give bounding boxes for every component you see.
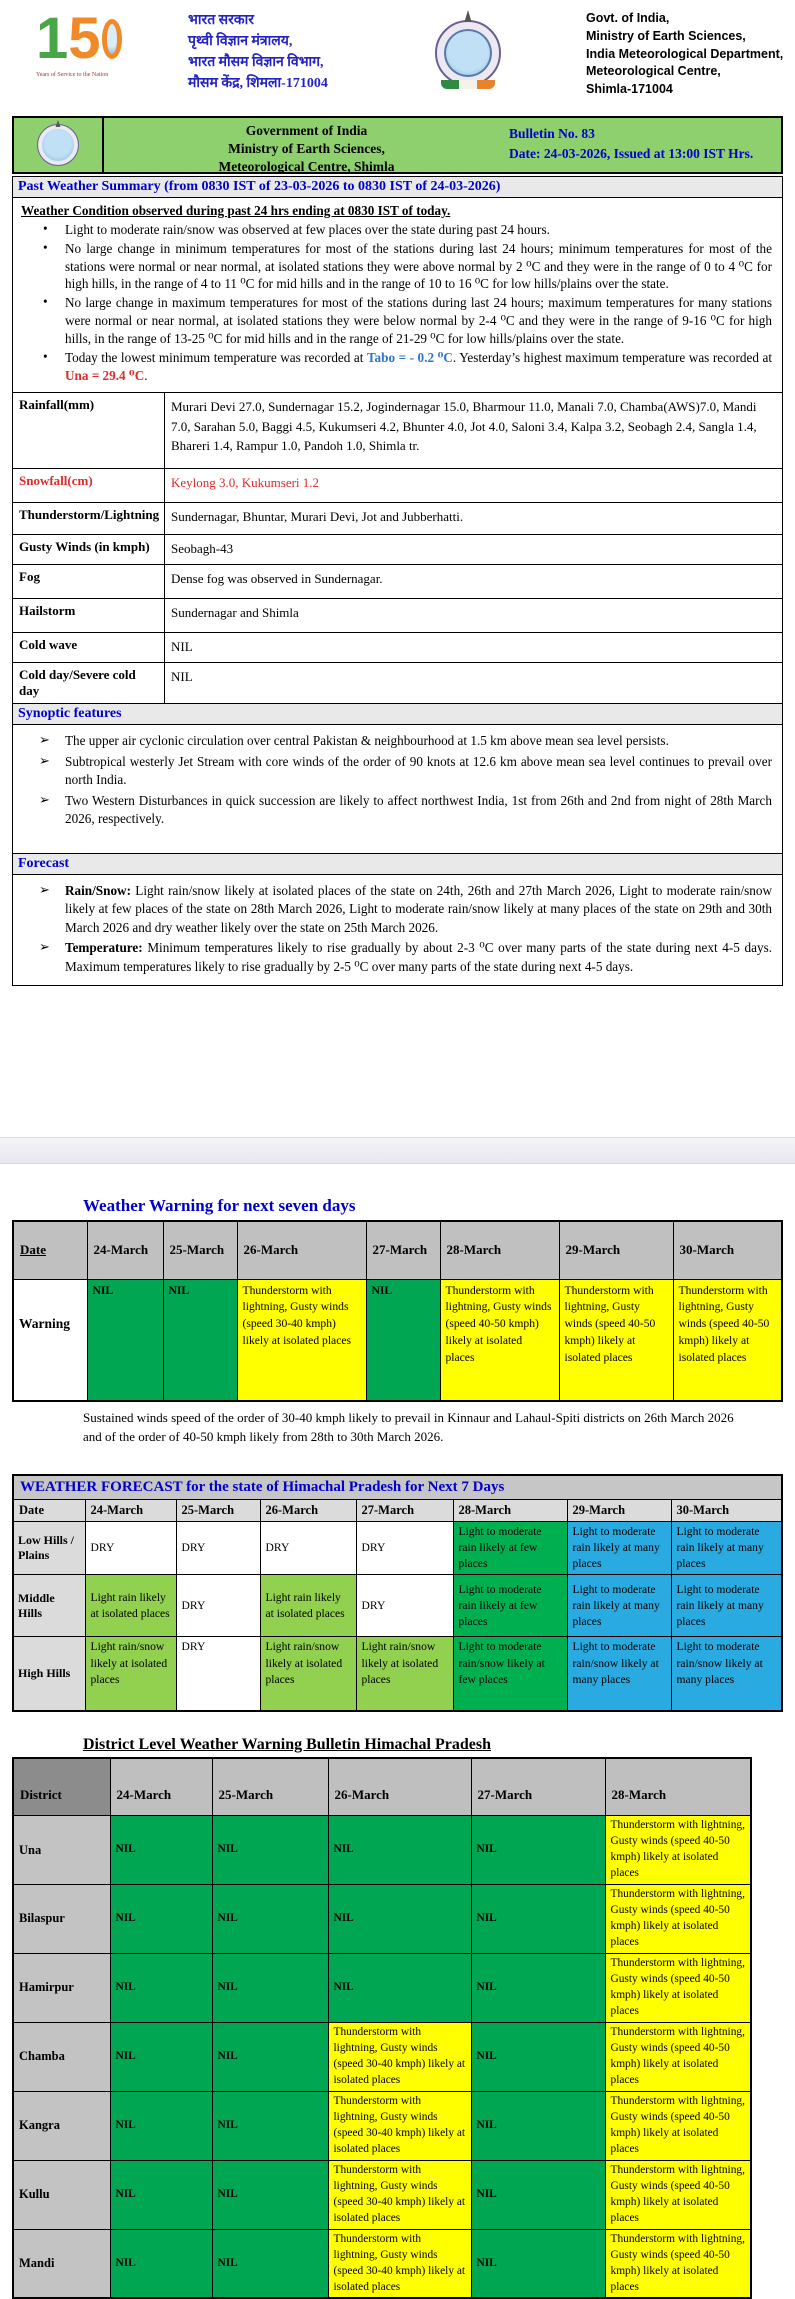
rain-snow-text: Light rain/snow likely at isolated places of the state on 24th, 26th and 27th March 2026, Light to moderate rain/snow likely at few places of the state on 28th March 2026, Light to moderate rain/snow likely at many places of the state on 29th and 30th March 2026 and dry weather likely over the state on 25th March 2026. bbox=[65, 882, 772, 935]
synoptic-features-bar: Synoptic features bbox=[12, 703, 783, 725]
rainfall-value: Murari Devi 27.0, Sundernagar 15.2, Jogindernagar 15.0, Bharmour 11.0, Manali 7.0, Chamba(AWS)7.0, Mandi 7.0, Sarahan 5.0, Baggi 4.5, Kukumseri 4.2, Bhunter 4.0, Jot 4.0, Saloni 3.4, Kalpa 3.2, Seobagh 2.4, Sangla 1.4, Bhareri 1.4, Rampur 1.0, Pandoh 1.0, Shimla tr. bbox=[165, 393, 783, 469]
district-cell: NIL bbox=[212, 2229, 328, 2298]
district-cell: Thunderstorm with lightning, Gusty winds (speed 30-40 kmph) likely at isolated places bbox=[328, 2229, 471, 2298]
forecast-cell: DRY bbox=[176, 1637, 260, 1711]
column-header-24-march: 24-March bbox=[85, 1499, 176, 1521]
district-cell: Thunderstorm with lightning, Gusty winds (speed 40-50 kmph) likely at isolated places bbox=[605, 1954, 751, 2023]
district-cell: Thunderstorm with lightning, Gusty winds (speed 30-40 kmph) likely at isolated places bbox=[328, 2091, 471, 2160]
synoptic-item: ➢ Subtropical westerly Jet Stream with core winds of the order of 90 knots at 12.6 km above mean sea level continues to prevail over north India. bbox=[39, 753, 774, 790]
forecast-cell: Light to moderate rain likely at many places bbox=[671, 1575, 782, 1637]
district-label: Chamba bbox=[13, 2022, 110, 2091]
district-row-mandi bbox=[13, 2229, 751, 2298]
arrow-bullet-icon: ➢ bbox=[39, 939, 51, 955]
district-cell: NIL bbox=[328, 1954, 471, 2023]
district-row-bilaspur bbox=[13, 1885, 751, 1954]
district-cell: NIL bbox=[110, 2022, 212, 2091]
district-cell: NIL bbox=[471, 2091, 605, 2160]
warning-cell-24-march: NIL bbox=[87, 1279, 163, 1401]
sustained-winds-note: Sustained winds speed of the order of 30-40 kmph likely to prevail in Kinnaur and Lahaul-Spiti districts on 26th March 2026 and of the order of 40-50 kmph likely from 28th to 30th March 2026. bbox=[83, 1410, 734, 1444]
english-line: Govt. of India, bbox=[586, 11, 670, 25]
column-header-28-march: 28-March bbox=[453, 1499, 567, 1521]
imd-emblem-small-icon bbox=[38, 125, 78, 165]
table-row-fog bbox=[13, 565, 783, 599]
weather-condition-heading: Weather Condition observed during past 24 hrs ending at 0830 IST of today. bbox=[21, 203, 451, 218]
snowfall-label: Snowfall(cm) bbox=[13, 469, 165, 503]
district-cell: NIL bbox=[110, 1954, 212, 2023]
column-header-27-march: 27-March bbox=[356, 1499, 453, 1521]
forecast-temperature-item bbox=[39, 939, 774, 976]
warning-table-body-row bbox=[13, 1279, 782, 1401]
temperature-label: Temperature: bbox=[65, 940, 143, 956]
district-row-kangra bbox=[13, 2091, 751, 2160]
warning-cell-25-march: NIL bbox=[163, 1279, 237, 1401]
district-cell: NIL bbox=[471, 1816, 605, 1885]
column-header-25-march: 25-March bbox=[212, 1758, 328, 1816]
forecast-cell: Light to moderate rain likely at few places bbox=[453, 1575, 567, 1637]
forecast-cell: Light to moderate rain likely at many places bbox=[567, 1575, 671, 1637]
district-cell: Thunderstorm with lightning, Gusty winds (speed 40-50 kmph) likely at isolated places bbox=[605, 1816, 751, 1885]
forecast-cell: Light to moderate rain/snow likely at many places bbox=[671, 1637, 782, 1711]
district-cell: NIL bbox=[471, 2022, 605, 2091]
warning-cell-30-march: Thunderstorm with lightning, Gusty winds (speed 40-50 kmph) likely at isolated places bbox=[673, 1279, 782, 1401]
district-warning-heading: District Level Weather Warning Bulletin Himachal Pradesh bbox=[83, 1735, 491, 1753]
cold-wave-value: NIL bbox=[165, 633, 783, 663]
district-label: Kullu bbox=[13, 2160, 110, 2229]
bulletin-number: Bulletin No. 83 bbox=[509, 126, 595, 141]
district-row-kullu bbox=[13, 2160, 751, 2229]
weather-condition-box bbox=[12, 197, 783, 393]
forecast-cell: DRY bbox=[85, 1521, 176, 1575]
warning-table-header-row bbox=[13, 1221, 782, 1279]
fog-label: Fog bbox=[13, 565, 165, 599]
table-row-snowfall bbox=[13, 469, 783, 503]
district-cell: Thunderstorm with lightning, Gusty winds (speed 40-50 kmph) likely at isolated places bbox=[605, 2160, 751, 2229]
table-row-gusty-winds bbox=[13, 535, 783, 565]
district-cell: NIL bbox=[212, 1954, 328, 2023]
district-label: Mandi bbox=[13, 2229, 110, 2298]
column-header-27-march: 27-March bbox=[471, 1758, 605, 1816]
district-cell: NIL bbox=[110, 1885, 212, 1954]
forecast-cell: Light rain likely at isolated places bbox=[85, 1575, 176, 1637]
date-header: Date bbox=[13, 1221, 87, 1279]
column-header-27-march: 27-March bbox=[366, 1221, 440, 1279]
forecast-bar: Forecast bbox=[12, 853, 783, 875]
district-label: Bilaspur bbox=[13, 1885, 110, 1954]
synoptic-item: ➢ The upper air cyclonic circulation over central Pakistan & neighbourhood at 1.5 km above mean sea level persists. bbox=[39, 732, 774, 750]
hindi-address-block bbox=[188, 10, 376, 94]
past-weather-summary-bar: Past Weather Summary (from 0830 IST of 23-03-2026 to 0830 IST of 24-03-2026) bbox=[12, 176, 783, 198]
emblem-globe-icon bbox=[437, 22, 499, 84]
column-header-26-march: 26-March bbox=[260, 1499, 356, 1521]
weather-warning-heading: Weather Warning for next seven days bbox=[83, 1196, 356, 1215]
forecast-table-title-row bbox=[13, 1475, 782, 1500]
warning-cell-29-march: Thunderstorm with lightning, Gusty winds (speed 40-50 kmph) likely at isolated places bbox=[559, 1279, 673, 1401]
district-cell: NIL bbox=[471, 1954, 605, 2023]
district-table-header-row bbox=[13, 1758, 751, 1816]
forecast-row-low-hills bbox=[13, 1521, 782, 1575]
cold-day-value: NIL bbox=[165, 663, 783, 704]
rainfall-label: Rainfall(mm) bbox=[13, 393, 165, 469]
bullet-icon: • bbox=[43, 239, 48, 255]
bulletin-number-block bbox=[509, 118, 781, 172]
english-line: India Meteorological Department, bbox=[586, 46, 784, 61]
forecast-table-title: WEATHER FORECAST for the state of Himachal Pradesh for Next 7 Days bbox=[13, 1475, 782, 1500]
warning-cell-28-march: Thunderstorm with lightning, Gusty winds (speed 40-50 kmph) likely at isolated places bbox=[440, 1279, 559, 1401]
district-cell: Thunderstorm with lightning, Gusty winds (speed 30-40 kmph) likely at isolated places bbox=[328, 2160, 471, 2229]
district-cell: NIL bbox=[110, 2091, 212, 2160]
forecast-cell: Light rain/snow likely at isolated places bbox=[85, 1637, 176, 1711]
column-header-30-march: 30-March bbox=[673, 1221, 782, 1279]
letterhead bbox=[0, 0, 795, 104]
hindi-line: भारत सरकार bbox=[188, 13, 254, 28]
hindi-line: मौसम केंद्र, शिमला-171004 bbox=[188, 76, 328, 91]
bulletin-page-2 bbox=[0, 1168, 795, 2299]
column-header-26-march: 26-March bbox=[237, 1221, 366, 1279]
column-header-29-march: 29-March bbox=[559, 1221, 673, 1279]
page-separator bbox=[0, 1137, 795, 1164]
english-address-block bbox=[586, 10, 783, 99]
district-cell: NIL bbox=[110, 2229, 212, 2298]
emblem-ribbon-icon bbox=[441, 80, 495, 89]
table-row-hailstorm bbox=[13, 599, 783, 633]
table-row-thunderstorm bbox=[13, 503, 783, 535]
warning-row-label: Warning bbox=[13, 1279, 87, 1401]
column-header-28-march: 28-March bbox=[605, 1758, 751, 1816]
column-header-26-march: 26-March bbox=[328, 1758, 471, 1816]
district-cell: NIL bbox=[110, 2160, 212, 2229]
gusty-winds-label: Gusty Winds (in kmph) bbox=[13, 535, 165, 565]
cold-wave-label: Cold wave bbox=[13, 633, 165, 663]
forecast-table-header-row bbox=[13, 1499, 782, 1521]
thunderstorm-value: Sundernagar, Bhuntar, Murari Devi, Jot and Jubberhatti. bbox=[165, 503, 783, 535]
arrow-bullet-icon: ➢ bbox=[39, 752, 51, 768]
temperature-text: Minimum temperatures likely to rise gradually by about 2-3 ⁰C over many parts of the state during next 4-5 days. Maximum temperatures likely to rise gradually by 2-5 ⁰C over many parts of the state during next 4-5 days. bbox=[65, 940, 772, 974]
row-label-low-hills: Low Hills / Plains bbox=[13, 1521, 85, 1575]
warning-cell-26-march: Thunderstorm with lightning, Gusty winds (speed 30-40 kmph) likely at isolated places bbox=[237, 1279, 366, 1401]
warning-cell-27-march: NIL bbox=[366, 1279, 440, 1401]
logo-150-caption: Years of Service to the Nation bbox=[36, 72, 109, 78]
district-cell: NIL bbox=[212, 2160, 328, 2229]
bullet-icon: • bbox=[43, 348, 48, 364]
table-row-rainfall bbox=[13, 393, 783, 469]
district-label: Hamirpur bbox=[13, 1954, 110, 2023]
column-header-28-march: 28-March bbox=[440, 1221, 559, 1279]
condition-bullet-extremes: • Today the lowest minimum temperature was recorded at Tabo = - 0.2 ⁰C. Yesterday’s highest maximum temperature was recorded at Una = 29.4 ⁰C. bbox=[43, 348, 773, 383]
district-label: Una bbox=[13, 1816, 110, 1885]
district-cell: NIL bbox=[471, 2229, 605, 2298]
arrow-bullet-icon: ➢ bbox=[39, 791, 51, 807]
arrow-bullet-icon: ➢ bbox=[39, 881, 51, 897]
imd-150-years-logo-icon: 1 5 Years of Service to the Nation bbox=[36, 10, 122, 78]
bulletin-banner bbox=[12, 116, 783, 174]
banner-organisation: Government of India Ministry of Earth Sciences, Meteorological Centre, Shimla bbox=[218, 123, 395, 175]
column-header-25-march: 25-March bbox=[176, 1499, 260, 1521]
hailstorm-value: Sundernagar and Shimla bbox=[165, 599, 783, 633]
district-warning-table bbox=[12, 1757, 752, 2299]
district-cell: NIL bbox=[212, 2022, 328, 2091]
forecast-cell: Light to moderate rain likely at few places bbox=[453, 1521, 567, 1575]
forecast-cell: Light rain likely at isolated places bbox=[260, 1575, 356, 1637]
weather-forecast-table bbox=[12, 1474, 783, 1712]
forecast-row-high-hills bbox=[13, 1637, 782, 1711]
district-cell: Thunderstorm with lightning, Gusty winds (speed 40-50 kmph) likely at isolated places bbox=[605, 2022, 751, 2091]
english-line: Meteorological Centre, bbox=[586, 64, 721, 79]
english-line: Ministry of Earth Sciences, bbox=[586, 28, 746, 43]
forecast-cell: Light to moderate rain/snow likely at many places bbox=[567, 1637, 671, 1711]
condition-bullet: • No large change in maximum temperatures for most of the stations during last 24 hours; maximum temperatures for many stations were normal or near normal, at isolated stations they were below normal by 2-4 ⁰C and they were in the range of 9-16 ⁰C for high hills, in the range of 13-25 ⁰C for mid hills and in the range of 21-29 ⁰C for low hills/plains over the state. bbox=[43, 294, 772, 346]
forecast-cell: DRY bbox=[176, 1521, 260, 1575]
district-row-una bbox=[13, 1816, 751, 1885]
district-cell: NIL bbox=[212, 1885, 328, 1954]
column-header-25-march: 25-March bbox=[163, 1221, 237, 1279]
forecast-cell: DRY bbox=[356, 1521, 453, 1575]
forecast-cell: DRY bbox=[356, 1575, 453, 1637]
globe-icon bbox=[102, 19, 122, 59]
district-cell: NIL bbox=[110, 1816, 212, 1885]
forecast-box bbox=[12, 874, 783, 986]
district-cell: NIL bbox=[471, 1885, 605, 1954]
district-cell: Thunderstorm with lightning, Gusty winds (speed 40-50 kmph) likely at isolated places bbox=[605, 2091, 751, 2160]
condition-bullet: • Light to moderate rain/snow was observed at few places over the state during past 24 hours. bbox=[43, 221, 550, 237]
weather-warning-table bbox=[12, 1220, 783, 1402]
district-header: District bbox=[13, 1758, 110, 1816]
forecast-cell: Light to moderate rain likely at many places bbox=[567, 1521, 671, 1575]
forecast-cell: Light to moderate rain/snow likely at few places bbox=[453, 1637, 567, 1711]
bullet-icon: • bbox=[43, 294, 48, 310]
forecast-cell: DRY bbox=[176, 1575, 260, 1637]
english-line: Shimla-171004 bbox=[586, 82, 673, 96]
district-cell: NIL bbox=[471, 2160, 605, 2229]
synoptic-features-box bbox=[12, 724, 783, 853]
synoptic-item: ➢ Two Western Disturbances in quick succession are likely to affect northwest India, 1st from 26th and 2nd from night of 28th March 2026, respectively. bbox=[39, 792, 774, 829]
forecast-cell: DRY bbox=[260, 1521, 356, 1575]
table-row-cold-day bbox=[13, 663, 783, 704]
district-label: Kangra bbox=[13, 2091, 110, 2160]
district-cell: NIL bbox=[328, 1885, 471, 1954]
district-cell: Thunderstorm with lightning, Gusty winds (speed 30-40 kmph) likely at isolated places bbox=[328, 2022, 471, 2091]
condition-bullet: • No large change in minimum temperatures for most of the stations during last 24 hours; minimum temperatures for most of the stations were normal or near normal, at isolated stations they were above normal by 2 ⁰C and they were in the range of 0 to 4 ⁰C for high hills, in the range of 4 to 11 ⁰C for mid hills and in the range of 10 to 16 ⁰C for low hills/plains over the state. bbox=[43, 239, 772, 292]
forecast-row-middle-hills bbox=[13, 1575, 782, 1637]
bulletin-date: Date: 24-03-2026, Issued at 13:00 IST Hrs. bbox=[509, 146, 754, 162]
district-row-chamba bbox=[13, 2022, 751, 2091]
district-cell: Thunderstorm with lightning, Gusty winds (speed 40-50 kmph) likely at isolated places bbox=[605, 1885, 751, 1954]
thunderstorm-label: Thunderstorm/Lightning bbox=[13, 503, 165, 535]
highest-max-temp-value: Una = 29.4 ⁰C bbox=[65, 367, 145, 383]
forecast-rain-item bbox=[39, 882, 774, 937]
district-cell: Thunderstorm with lightning, Gusty winds (speed 40-50 kmph) likely at isolated places bbox=[605, 2229, 751, 2298]
district-cell: NIL bbox=[328, 1816, 471, 1885]
column-header-24-march: 24-March bbox=[87, 1221, 163, 1279]
ashoka-crest-icon bbox=[462, 10, 474, 22]
row-label-high-hills: High Hills bbox=[13, 1637, 85, 1711]
rain-snow-label: Rain/Snow: bbox=[65, 882, 131, 898]
column-header-29-march: 29-March bbox=[567, 1499, 671, 1521]
column-header-24-march: 24-March bbox=[110, 1758, 212, 1816]
gusty-winds-value: Seobagh-43 bbox=[165, 535, 783, 565]
date-header: Date bbox=[13, 1499, 85, 1521]
fog-value: Dense fog was observed in Sundernagar. bbox=[165, 565, 783, 599]
forecast-cell: Light rain/snow likely at isolated places bbox=[356, 1637, 453, 1711]
arrow-bullet-icon: ➢ bbox=[39, 732, 51, 748]
table-row-cold-wave bbox=[13, 633, 783, 663]
forecast-cell: Light rain/snow likely at isolated places bbox=[260, 1637, 356, 1711]
snowfall-value: Keylong 3.0, Kukumseri 1.2 bbox=[165, 469, 783, 503]
hindi-line: भारत मौसम विज्ञान विभाग, bbox=[188, 55, 324, 70]
district-cell: NIL bbox=[212, 2091, 328, 2160]
forecast-cell: Light to moderate rain likely at many places bbox=[671, 1521, 782, 1575]
row-label-middle-hills: Middle Hills bbox=[13, 1575, 85, 1637]
hindi-line: पृथ्वी विज्ञान मंत्रालय, bbox=[188, 34, 293, 49]
hailstorm-label: Hailstorm bbox=[13, 599, 165, 633]
bulletin-page-1 bbox=[0, 0, 795, 986]
column-header-30-march: 30-March bbox=[671, 1499, 782, 1521]
imd-emblem-icon bbox=[432, 10, 504, 89]
lowest-min-temp-value: Tabo = - 0.2 ⁰C bbox=[366, 349, 453, 365]
cold-day-label: Cold day/Severe cold day bbox=[13, 663, 165, 704]
district-cell: NIL bbox=[212, 1816, 328, 1885]
district-row-hamirpur bbox=[13, 1954, 751, 2023]
observations-table bbox=[12, 392, 783, 704]
bullet-icon: • bbox=[43, 221, 48, 236]
